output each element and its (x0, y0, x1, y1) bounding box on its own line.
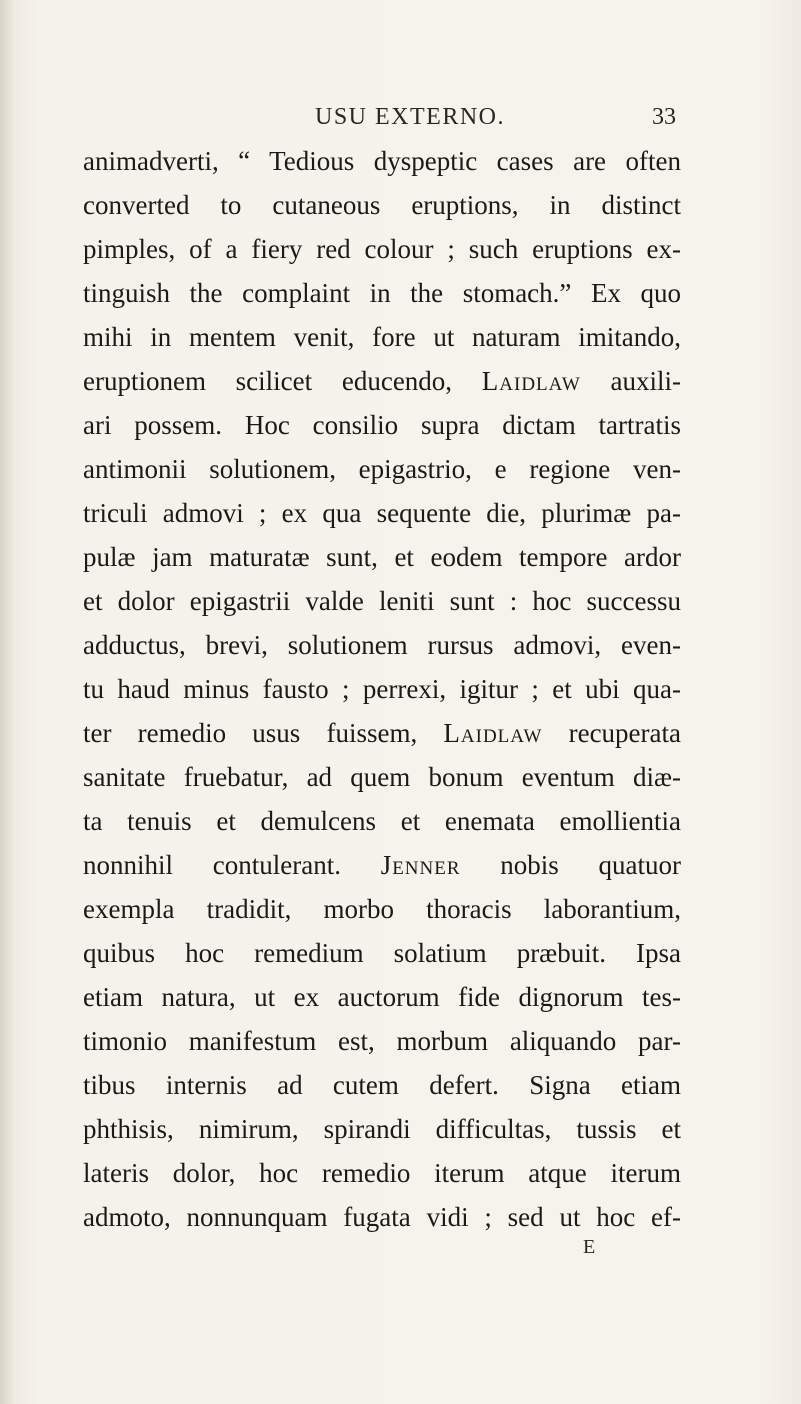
text-line: triculi admovi ; ex qua sequente die, plurimæ pa- (83, 498, 681, 528)
text-line: phthisis, nimirum, spirandi difficultas, tussis et (83, 1114, 681, 1144)
running-title: USU EXTERNO. (315, 104, 505, 130)
text-line: pulæ jam maturatæ sunt, et eodem tempore ardor (83, 542, 681, 572)
text-line: exempla tradidit, morbo thoracis laborantium, (83, 894, 681, 924)
binding-shadow (0, 0, 14, 1404)
text-line: adductus, brevi, solutionem rursus admovi, even- (83, 630, 681, 660)
signature-mark: E (583, 1236, 596, 1258)
text-line: eruptionem scilicet educendo, Laidlaw auxili- (83, 366, 681, 396)
proper-name: Laidlaw (443, 718, 543, 748)
text-line: tibus internis ad cutem defert. Signa etiam (83, 1070, 681, 1100)
text-line: et dolor epigastrii valde leniti sunt : hoc successu (83, 586, 681, 616)
text-line: animadverti, “ Tedious dyspeptic cases are often (83, 146, 681, 176)
text-line: antimonii solutionem, epigastrio, e regione ven- (83, 454, 681, 484)
proper-name: Jenner (380, 850, 461, 880)
text-line: pimples, of a fiery red colour ; such eruptions ex- (83, 234, 681, 264)
text-line: converted to cutaneous eruptions, in distinct (83, 190, 681, 220)
text-line: admoto, nonnunquam fugata vidi ; sed ut hoc ef- (83, 1202, 681, 1232)
text-line: mihi in mentem venit, fore ut naturam imitando, (83, 322, 681, 352)
text-line: nonnihil contulerant. Jenner nobis quatuor (83, 850, 681, 880)
text-line: ta tenuis et demulcens et enemata emollientia (83, 806, 681, 836)
text-line: etiam natura, ut ex auctorum fide dignorum tes- (83, 982, 681, 1012)
page-number: 33 (652, 104, 676, 130)
text-line: quibus hoc remedium solatium præbuit. Ipsa (83, 938, 681, 968)
text-line: ari possem. Hoc consilio supra dictam tartratis (83, 410, 681, 440)
proper-name: Laidlaw (481, 366, 581, 396)
text-line: timonio manifestum est, morbum aliquando par- (83, 1026, 681, 1056)
text-line: lateris dolor, hoc remedio iterum atque iterum (83, 1158, 681, 1188)
text-line: ter remedio usus fuissem, Laidlaw recuperata (83, 718, 682, 748)
text-line: sanitate fruebatur, ad quem bonum eventum diæ- (83, 762, 681, 792)
text-line: tu haud minus fausto ; perrexi, igitur ; et ubi qua- (83, 674, 681, 704)
text-line: tinguish the complaint in the stomach.” Ex quo (83, 278, 681, 308)
